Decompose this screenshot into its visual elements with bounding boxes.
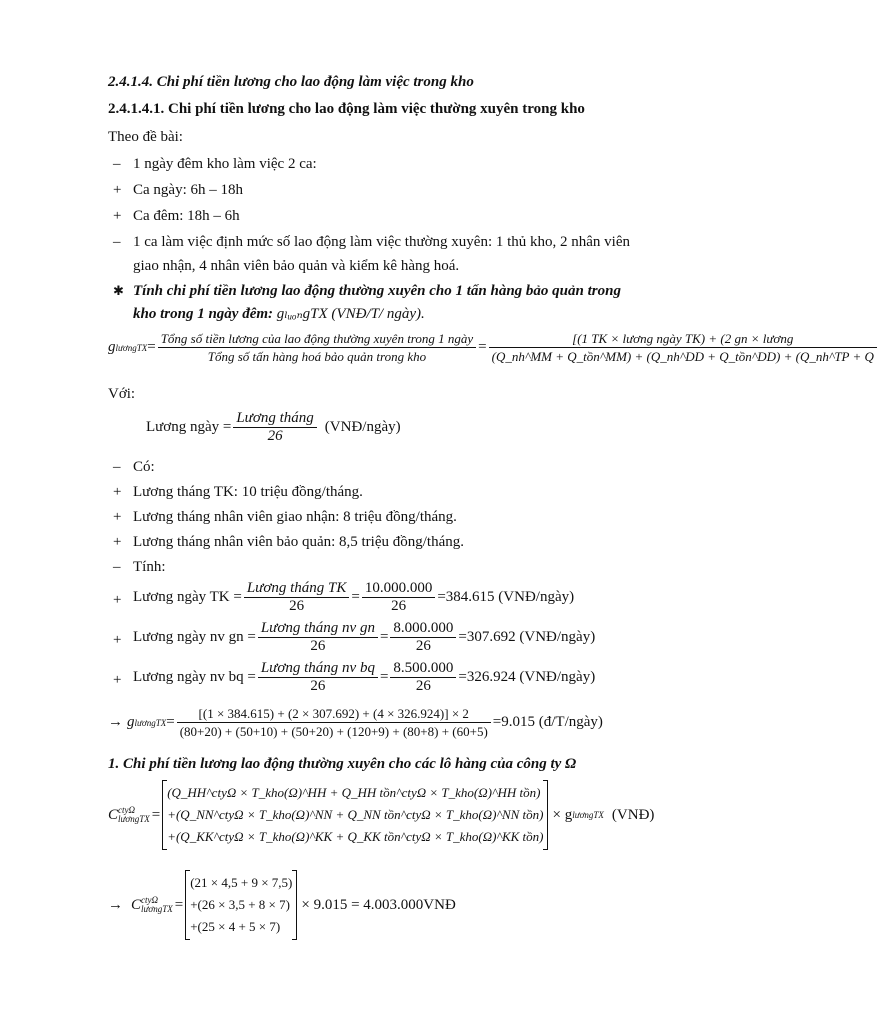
bullet: +	[113, 592, 122, 608]
eq5-row: +(25 × 4 + 5 × 7)	[190, 919, 281, 934]
eq2-unit: (VNĐ/ngày)	[324, 419, 401, 435]
star-line-1: Tính chi phí tiền lương lao động thường xuyên cho 1 tấn hàng bảo quản trong	[133, 283, 621, 299]
star-unit: gₗᵤₒₙgTX (VNĐ/T/ ngày).	[276, 306, 425, 322]
equation-luong-ngay	[146, 410, 401, 445]
section-1-heading: 1. Chi phí tiền lương lao động thường xuyên cho các lô hàng của công ty Ω	[108, 756, 577, 772]
eq4-tail: × g	[552, 806, 573, 823]
eq5-row: +(26 × 3,5 + 8 × 7)	[190, 897, 290, 912]
equation-g-result: → g lươngTX = $\frac{[(1 \times 384.615) + (2 \times 307.692) + (4 \times 326.924)] \times 2}{(80+20) + (50+10) + (50+20) + (120+9) + (80+8) + (60+5)}$ =9.015 (đ/T/ngày)	[108, 706, 603, 739]
heading-2-4-1-4-1: 2.4.1.4.1. Chi phí tiền lương cho lao động làm việc thường xuyên trong kho	[108, 101, 585, 117]
list-item: Lương tháng nhân viên giao nhận: 8 triệu đồng/tháng.	[133, 509, 457, 525]
calc-result: =307.692 (VNĐ/ngày)	[458, 629, 596, 645]
list-item: 1 ngày đêm kho làm việc 2 ca:	[133, 156, 317, 172]
calc-numerator: Lương tháng nv gn	[258, 620, 378, 638]
bullet: –	[113, 459, 121, 475]
eq1-denominator: Tổng số tấn hàng hoá bảo quản trong kho	[207, 349, 427, 364]
list-item: Lương tháng TK: 10 triệu đồng/tháng.	[133, 484, 363, 500]
star-bullet-icon: ✱	[113, 283, 124, 298]
bullet: +	[113, 484, 122, 500]
voi-label: Với:	[108, 386, 136, 402]
equation-c-cty: C ctyΩ lươngTX = (Q_HH^ctyΩ × T_kho(Ω)^HH + Q_HH tồn^ctyΩ × T_kho(Ω)^HH tồn) +(Q_NN^ctyΩ × T_kho(Ω)^NN + Q_NN tồn^ctyΩ × T_kho(Ω)^NN tồn) +(Q_KK^ctyΩ × T_kho(Ω)^KK + Q_KK tồn^ctyΩ × T_kho(Ω)^KK tồn) × g lươngTX (VNĐ)	[108, 780, 654, 850]
calc-result: =384.615 (VNĐ/ngày)	[437, 589, 575, 605]
calc-luong-ngay-tk: Lương ngày TK = $\frac{\text{Lương tháng TK}}{26}$ = $\frac{10.000.000}{26}$ =384.615 (VNĐ/ngày)	[133, 580, 575, 614]
eq1-lhs-sub: lươngTX	[115, 342, 148, 353]
eq3-denominator: (80+20) + (50+10) + (50+20) + (120+9) + (80+8) + (60+5)	[179, 724, 488, 739]
eq4-tail-sub: lươngTX	[572, 810, 604, 820]
eq5-row: (21 × 4,5 + 9 × 7,5)	[190, 875, 293, 890]
calc-label: Lương ngày nv bq =	[133, 669, 256, 685]
calc-label: Lương ngày nv gn =	[133, 629, 256, 645]
bullet: +	[113, 534, 122, 550]
eq1-rhs-denominator: (Q_nh^MM + Q_tồn^MM) + (Q_nh^DD + Q_tồn^DD) + (Q_nh^TP + Q	[491, 349, 874, 364]
eq3-numerator: [(1 × 384.615) + (2 × 307.692) + (4 × 326.924)] × 2	[177, 705, 491, 723]
heading-2-4-1-4: 2.4.1.4. Chi phí tiền lương cho lao động làm việc trong kho	[108, 74, 474, 90]
eq4-row: +(Q_NN^ctyΩ × T_kho(Ω)^NN + Q_NN tồn^ctyΩ × T_kho(Ω)^NN tồn)	[167, 807, 544, 822]
bullet: +	[113, 182, 122, 198]
calc-denominator: 26	[289, 598, 305, 614]
eq4-unit: (VNĐ)	[611, 806, 655, 823]
eq2-denominator: 26	[267, 428, 283, 444]
calc-result: =326.924 (VNĐ/ngày)	[458, 669, 596, 685]
list-item: giao nhận, 4 nhân viên bảo quản và kiểm kê hàng hoá.	[133, 258, 460, 274]
equation-c-result: → C ctyΩ lươngTX = (21 × 4,5 + 9 × 7,5) +(26 × 3,5 + 8 × 7) +(25 × 4 + 5 × 7) × 9.015 = 4.003.000 VNĐ	[108, 870, 456, 940]
bullet: +	[113, 632, 122, 648]
bullet: +	[113, 208, 122, 224]
bullet: +	[113, 509, 122, 525]
eq2-numerator: Lương tháng	[233, 410, 316, 428]
calc-denominator: 26	[391, 598, 407, 614]
bullet: –	[113, 234, 121, 250]
star-line-2: kho trong 1 ngày đêm:	[133, 306, 274, 322]
calc-denominator: 26	[415, 638, 431, 654]
eq3-result: =9.015 (đ/T/ngày)	[492, 714, 603, 730]
list-item: Ca ngày: 6h – 18h	[133, 182, 243, 198]
calc-denominator: 26	[310, 638, 326, 654]
eq1-lhs: g	[108, 339, 116, 355]
list-item: Tính:	[133, 559, 166, 575]
eq4-row: +(Q_KK^ctyΩ × T_kho(Ω)^KK + Q_KK tồn^ctyΩ × T_kho(Ω)^KK tồn)	[167, 829, 544, 844]
eq5-unit: VNĐ	[423, 896, 456, 913]
bullet: –	[113, 156, 121, 172]
calc-numerator-value: 10.000.000	[362, 580, 436, 598]
list-item: Có:	[133, 459, 155, 475]
eq5-result: × 9.015 = 4.003.000	[301, 896, 424, 913]
arrow-icon: →	[108, 896, 123, 913]
bullet: –	[113, 559, 121, 575]
list-item: 1 ca làm việc định mức số lao động làm việc thường xuyên: 1 thủ kho, 2 nhân viên	[133, 234, 631, 250]
calc-numerator-value: 8.000.000	[390, 620, 456, 638]
eq1-numerator: Tổng số tiền lương của lao động thường xuyên trong 1 ngày	[158, 330, 476, 348]
equation-g-luong: g lươngTX = $\frac{\text{Tổng số tiền lương của lao động thường xuyên trong 1 ngày}}{\text{Tổng số tấn hàng hoá bảo quản trong kho}}$ = $\frac{\text{[(1 TK × lương ngày TK) + (2 gn × lương}}{\text{(Q\_nh\textasciicircum{}MM + Q\_tồn\textasciicircum{}MM) + (Q\_nh\textasciicircum{}DD + Q\_tồn\textasciicircum{}DD) + (Q\_nh\textasciicircum{}TP + Q}}$	[108, 330, 879, 365]
bullet: +	[113, 672, 122, 688]
calc-numerator: Lương tháng nv bq	[258, 660, 378, 678]
eq1-rhs-numerator: [(1 TK × lương ngày TK) + (2 gn × lương	[489, 330, 877, 348]
arrow-icon: →	[108, 714, 123, 730]
calc-luong-ngay-gn: Lương ngày nv gn = $\frac{\text{Lương tháng nv gn}}{26}$ = $\frac{8.000.000}{26}$ =307.692 (VNĐ/ngày)	[133, 620, 596, 654]
calc-denominator: 26	[415, 678, 431, 694]
calc-numerator-value: 8.500.000	[390, 660, 456, 678]
intro-text: Theo đề bài:	[108, 129, 183, 145]
calc-denominator: 26	[310, 678, 326, 694]
calc-numerator: Lương tháng TK	[244, 580, 350, 598]
list-item: Ca đêm: 18h – 6h	[133, 208, 240, 224]
eq4-row: (Q_HH^ctyΩ × T_kho(Ω)^HH + Q_HH tồn^ctyΩ × T_kho(Ω)^HH tồn)	[167, 785, 541, 800]
eq2-lhs: Lương ngày =	[146, 419, 232, 435]
calc-luong-ngay-bq: Lương ngày nv bq = $\frac{\text{Lương tháng nv bq}}{26}$ = $\frac{8.500.000}{26}$ =326.924 (VNĐ/ngày)	[133, 660, 596, 694]
list-item: Lương tháng nhân viên bảo quản: 8,5 triệu đồng/tháng.	[133, 534, 464, 550]
calc-label: Lương ngày TK =	[133, 589, 242, 605]
